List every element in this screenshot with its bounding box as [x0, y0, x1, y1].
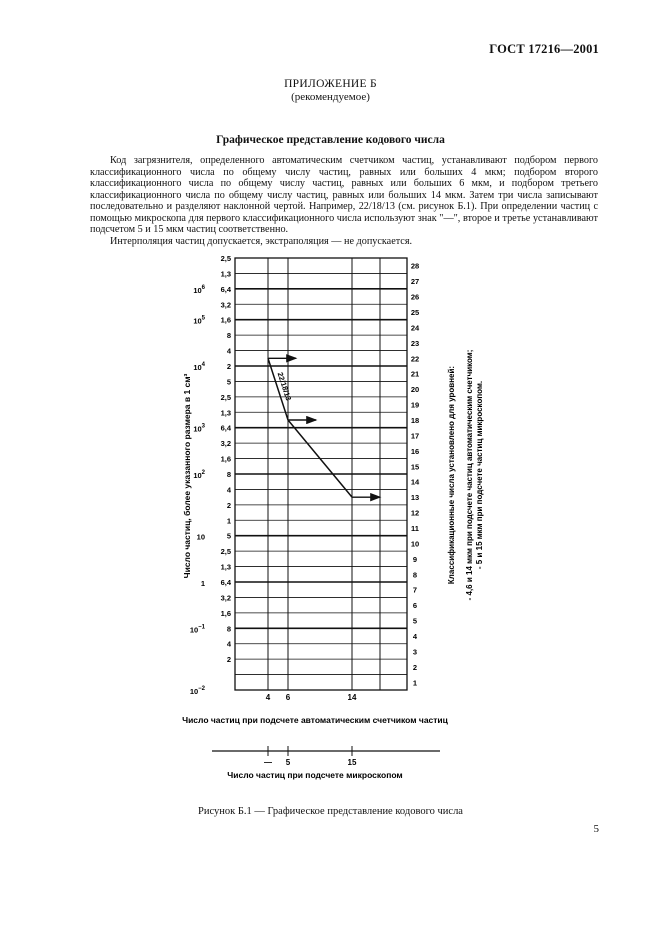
y-tick-label: 1	[226, 516, 231, 526]
y-tick-label: 1,6	[220, 454, 231, 464]
class-number: 3	[412, 647, 418, 657]
class-number: 1	[412, 678, 418, 688]
class-number: 12	[410, 508, 420, 518]
body-text	[90, 155, 598, 247]
x-micro-tick-label: 15	[347, 758, 357, 767]
y-tick-label: 1,3	[220, 269, 231, 279]
y-decade-label: 10	[196, 532, 205, 542]
class-number: 23	[410, 338, 420, 348]
y-decade-label: $10^6$	[193, 284, 205, 295]
class-number: 4	[412, 632, 418, 641]
y-tick-label: 8	[226, 331, 231, 341]
y-tick-label: 6,4	[220, 423, 231, 433]
class-number: 22	[410, 354, 420, 364]
class-number-column	[411, 262, 420, 688]
code-number-chart	[0, 250, 661, 795]
class-number: 24	[410, 323, 420, 333]
appendix-subtitle: (рекомендуемое)	[291, 91, 370, 103]
y-tick-label: 2	[226, 362, 231, 371]
y-decade-label: $10^5$	[193, 315, 205, 326]
y-tick-label: 3,2	[220, 439, 231, 449]
y-decade-label: $10^{-2}$	[189, 686, 205, 696]
class-number: 18	[410, 416, 420, 425]
class-number: 8	[412, 570, 418, 580]
class-number: 6	[412, 601, 418, 611]
y-decade-label: 1	[200, 579, 205, 588]
section-title: Графическое представление кодового числа	[216, 134, 445, 146]
appendix-title: ПРИЛОЖЕНИЕ Б	[284, 78, 377, 90]
y-tick-label: 2	[226, 500, 231, 510]
x-tick-label: 6	[285, 693, 291, 702]
y-tick-label: 5	[226, 377, 231, 387]
y-tick-label: 1,3	[220, 562, 231, 572]
class-number: 21	[410, 369, 420, 379]
y-tick-label: 4	[226, 346, 231, 356]
page-number: 5	[593, 823, 599, 835]
x-tick-label: 4	[265, 693, 271, 702]
class-number: 16	[410, 446, 420, 456]
x-micro-tick-label: —	[264, 758, 272, 767]
y-tick-label: 1,3	[220, 408, 231, 418]
horizontal-gridlines	[235, 273, 407, 674]
y-tick-label: 2,5	[220, 547, 231, 557]
class-number: 7	[412, 585, 418, 595]
figure-caption: Рисунок Б.1 — Графическое представление кодового числа	[198, 806, 463, 817]
y-decade-label: $10^2$	[193, 470, 205, 480]
y-tick-label: 1,6	[220, 608, 231, 618]
y-tick-label: 2	[226, 655, 231, 665]
right-note-micro: - 5 и 15 мкм при подсчете частиц микроскопом.	[475, 380, 484, 570]
y-tick-label: 5	[226, 531, 231, 541]
class-number: 2	[412, 662, 418, 672]
y-tick-label: 6,4	[220, 578, 231, 587]
y-tick-label: 4	[226, 485, 231, 495]
x-axis-label-auto: Число частиц при подсчете автоматическим счетчиком частиц	[182, 715, 448, 725]
y-tick-label: 2,5	[220, 254, 231, 263]
y-decade-labels	[190, 285, 206, 696]
standard-number: ГОСТ 17216—2001	[489, 42, 599, 56]
x-axis-micro	[264, 746, 357, 767]
y-decade-label: $10^3$	[193, 423, 205, 434]
x-tick-label: 14	[347, 693, 357, 702]
y-decade-label: $10^4$	[193, 362, 205, 372]
class-number: 26	[410, 292, 420, 302]
paragraph: Код загрязнителя, определенного автоматическим счетчиком частиц, устанавливают подбором первого классификационного числа по общему числу частиц, равных или больших 4 мкм; подбором второго классификационного числа по общему числу частиц, равных или больших 6 мкм, и подбором третьего классификационного числа по общему числу частиц, равных или больших 14 мкм. Затем три числа записывают последовательно и разделяют наклонной чертой. Например, 22/18/13 (см. рисунок Б.1). При определении частиц с помощью микроскопа для первого классификационного числа используют знак "—", второе и третье устанавливают подсчетом 5 и 15 мкм частиц соответственно.	[90, 155, 598, 235]
class-number: 14	[410, 477, 420, 487]
class-number: 10	[410, 539, 420, 549]
y-tick-label: 8	[226, 470, 231, 479]
class-number: 13	[410, 493, 420, 503]
x-axis-label-micro: Число частиц при подсчете микроскопом	[227, 770, 403, 780]
y-tick-label: 2,5	[220, 392, 231, 402]
y-tick-label: 3,2	[220, 593, 231, 603]
class-number: 5	[412, 616, 418, 626]
x-micro-tick-label: 5	[285, 758, 291, 767]
class-number: 11	[411, 524, 419, 533]
curve-label: 22/18/13	[275, 371, 294, 402]
class-number: 17	[410, 431, 420, 441]
y-tick-label: 8	[226, 624, 231, 634]
class-number: 27	[410, 277, 420, 287]
class-number: 15	[410, 462, 420, 472]
right-axis-label: Классификационные числа установлено для уровней:	[447, 365, 456, 585]
class-number: 28	[410, 261, 420, 271]
y-decade-label: $10^{-1}$	[189, 624, 205, 635]
y-tick-labels	[221, 254, 232, 664]
class-number: 20	[410, 385, 420, 395]
y-tick-label: 3,2	[220, 300, 231, 310]
x-axis-auto	[266, 693, 357, 702]
y-tick-label: 4	[226, 639, 231, 649]
class-number: 19	[410, 400, 420, 410]
y-tick-label: 1,6	[220, 315, 231, 325]
right-note-auto: - 4,6 и 14 мкм при подсчете частиц автоматическим счетчиком;	[465, 349, 474, 601]
paragraph: Интерполяция частиц допускается, экстраполяция — не допускается.	[110, 235, 413, 247]
class-number: 25	[410, 308, 420, 317]
y-tick-label: 6,4	[220, 284, 231, 294]
y-axis-label: Число частиц, более указанного размера в 1 см³	[182, 373, 192, 579]
class-number: 9	[412, 554, 418, 564]
